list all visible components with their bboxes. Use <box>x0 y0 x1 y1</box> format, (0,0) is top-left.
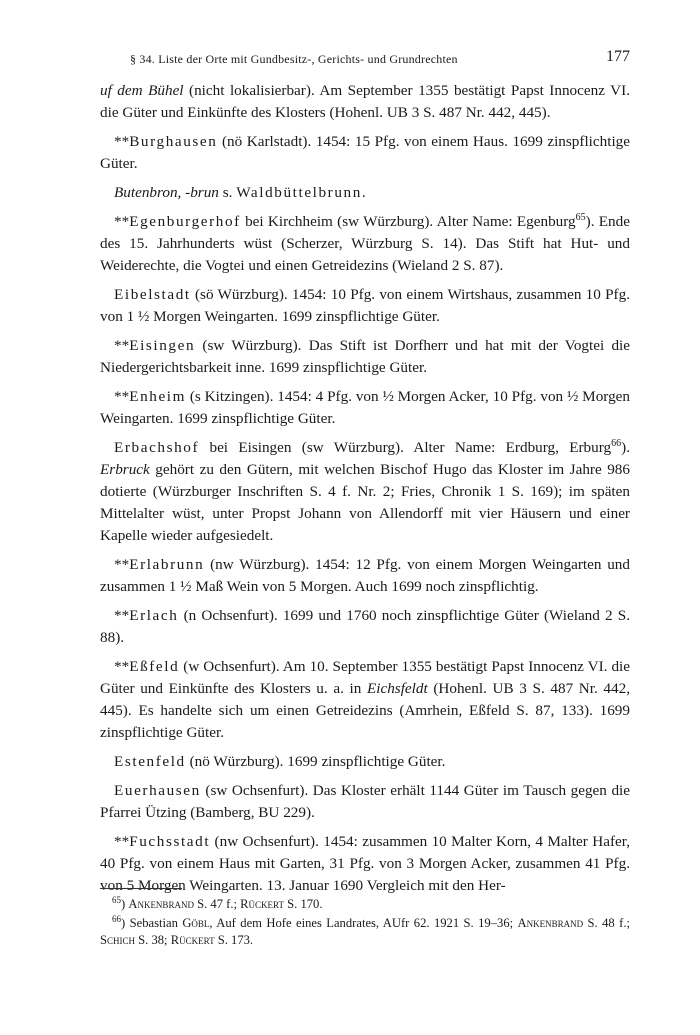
footnote-author: Ankenbrand <box>517 916 584 930</box>
footnote-text: S. 170. <box>284 897 323 911</box>
place-name: Erbachshof <box>114 439 200 456</box>
place-name: Fuchsstadt <box>129 833 211 850</box>
footnote-65: $^{65}$) Ankenbrand S. 47 f.; Rückert S. 170. <box>112 894 323 911</box>
entry-text: (nö Karlstadt). 1454: 15 Pfg. von einem Haus. 1699 zinspflichtige Güter. <box>100 133 630 172</box>
cross-ref-s: s. <box>218 184 237 201</box>
entry-marker: ** <box>114 133 130 150</box>
entry-text: bei Kirchheim (sw Würzburg). Alter Name: Egenburg <box>240 213 576 230</box>
entry-text: (nicht lokalisierbar). Am September 1355 bestätigt Papst Innocenz VI. die Güter und Einkünfte des Klosters (Hohenl. UB 3 S. 487 Nr. 442, 445). <box>100 82 630 121</box>
entry-estenfeld <box>100 751 630 773</box>
entry-text: (s Kitzingen). 1454: 4 Pfg. von ½ Morgen Acker, 10 Pfg. von ½ Morgen Weingarten. 1699 zinspflichtige Güter. <box>100 388 630 427</box>
entry-text: (sw Ochsenfurt). Das Kloster erhält 1144 Güter im Tausch gegen die Pfarrei Ützing (Bamberg, BU 229). <box>100 782 630 821</box>
entry-text: ). Ende des 15. Jahrhunderts wüst (Scherzer, Würzburg S. 14). Das Stift hat Hut- und Weiderechte, die Vogtei und einen Getreidezins (Wieland 2 S. 87). <box>100 213 630 274</box>
entry-text: (sö Würzburg). 1454: 10 Pfg. von einem Wirtshaus, zusammen 10 Pfg. von 1 ½ Morgen Weingarten. 1699 zinspflichtige Güter. <box>100 286 630 325</box>
footnote-mark: 65 <box>112 894 121 905</box>
main-text <box>100 80 630 904</box>
place-name: Eßfeld <box>129 658 180 675</box>
entry-text: (nw Würzburg). 1454: 12 Pfg. von einem Morgen Weingarten und zusammen 1 ½ Maß Wein von 5 Morgen. Auch 1699 noch zinspflichtig. <box>100 556 630 595</box>
entry-uf-dem-buehel <box>100 80 630 124</box>
footnote-text: S. 38; <box>135 933 171 947</box>
entry-marker: ** <box>114 213 130 230</box>
place-name: Erlach <box>129 607 179 624</box>
entry-burghausen <box>100 131 630 175</box>
place-name: Enheim <box>129 388 187 405</box>
footnote-text: S. 173. <box>214 933 254 947</box>
entry-eibelstadt <box>100 284 630 328</box>
page-number: 177 <box>606 48 630 65</box>
entry-text: ). <box>621 439 630 456</box>
place-name: Burghausen <box>129 133 218 150</box>
place-name: Butenbron, -brun <box>114 184 219 201</box>
place-name: Estenfeld <box>114 753 186 770</box>
entry-essfeld <box>100 656 630 744</box>
historic-name: Eichsfeldt <box>366 680 428 697</box>
entry-eisingen <box>100 335 630 379</box>
historic-name: Erbruck <box>100 461 150 478</box>
entry-erbachshof <box>100 437 630 547</box>
entry-enheim <box>100 386 630 430</box>
footnote-author: Ankenbrand <box>128 897 194 911</box>
entry-butenbron <box>100 182 630 204</box>
entry-text: gehört zu den Gütern, mit welchen Bischof Hugo das Kloster im Jahre 986 dotierte (Würzburger Inschriften S. 4 f. Nr. 2; Fries, Chronik 1 S. 169); im späten Mittelalter wüst, unter Propst Johann von Allendorff mit vier Häusern und einer Kapelle wieder aufgesiedelt. <box>100 461 630 544</box>
footnote-text: , Auf dem Hofe eines Landrates, AUfr 62. 1921 S. 19–36; <box>209 916 518 930</box>
entry-text: (w Ochsenfurt). Am 10. September 1355 bestätigt Papst Innocenz VI. die Güter und Einkünfte des Klosters u. a. in <box>100 658 630 697</box>
entry-text: (sw Würzburg). Das Stift ist Dorfherr und hat mit der Vogtei die Niedergerichtsbarkeit inne. 1699 zinspflichtige Güter. <box>100 337 630 376</box>
footnote-ref: 66 <box>611 437 622 449</box>
entry-marker: ** <box>114 388 130 405</box>
footnote-66: $^{66}$) Sebastian Göbl, Auf dem Hofe eines Landrates, AUfr 62. 1921 S. 19–36; Ankenbrand S. 48 f.; Schich S. 38; Rückert S. 173. <box>100 913 630 947</box>
entry-text: (Hohenl. UB 3 S. 487 Nr. 442, 445). Es handelte sich um einen Getreidezins (Amrhein, Eßfeld S. 87, 133). 1699 zinspflichtige Güter. <box>100 680 631 741</box>
footnote-author: Schich <box>100 933 136 947</box>
place-name: uf dem Bühel <box>100 82 184 99</box>
entry-marker: ** <box>114 833 130 850</box>
place-name: Euerhausen <box>114 782 201 799</box>
place-name: Eibelstadt <box>114 286 191 303</box>
footnote-mark: 66 <box>112 913 121 924</box>
entry-erlach <box>100 605 630 649</box>
entry-text: (n Ochsenfurt). 1699 und 1760 noch zinspflichtige Güter (Wieland 2 S. 88). <box>100 607 630 646</box>
header-title: § 34. Liste der Orte mit Gundbesitz-, Gerichts- und Grundrechten <box>130 52 458 66</box>
entry-marker: ** <box>114 337 130 354</box>
footnote-text: S. 47 f.; <box>193 897 241 911</box>
place-name: Egenburgerhof <box>129 213 241 230</box>
entry-text: (nw Ochsenfurt). 1454: zusammen 10 Malter Korn, 4 Malter Hafer, 40 Pfg. von einem Haus mit Garten, 31 Pfg. von 3 Morgen Acker, zusammen 41 Pfg. von 5 Morgen Weingarten. 13. Januar 1690 Vergleich mit den Her- <box>100 833 630 894</box>
footnote-author: Rückert <box>170 933 215 947</box>
entry-text: (nö Würzburg). 1699 zinspflichtige Güter. <box>185 753 446 770</box>
place-name: Eisingen <box>129 337 196 354</box>
footnote-text: Sebastian <box>125 916 183 930</box>
place-name: Erlabrunn <box>129 556 205 573</box>
running-header <box>100 48 630 70</box>
entry-marker: ** <box>114 556 130 573</box>
entry-marker: ** <box>114 658 130 675</box>
entry-marker: ** <box>114 607 130 624</box>
entry-text: bei Eisingen (sw Würzburg). Alter Name: Erdburg, Erburg <box>199 439 612 456</box>
footnote-author: Rückert <box>240 897 285 911</box>
footnote-text: S. 48 f.; <box>583 916 630 930</box>
cross-ref-target: Waldbüttelbrunn. <box>236 184 368 201</box>
footnote-ref: 65 <box>575 211 586 223</box>
entry-erlabrunn <box>100 554 630 598</box>
entry-egenburgerhof <box>100 211 630 277</box>
entry-euerhausen <box>100 780 630 824</box>
footnote-divider <box>100 888 182 889</box>
footnote-author: Göbl <box>182 916 210 930</box>
